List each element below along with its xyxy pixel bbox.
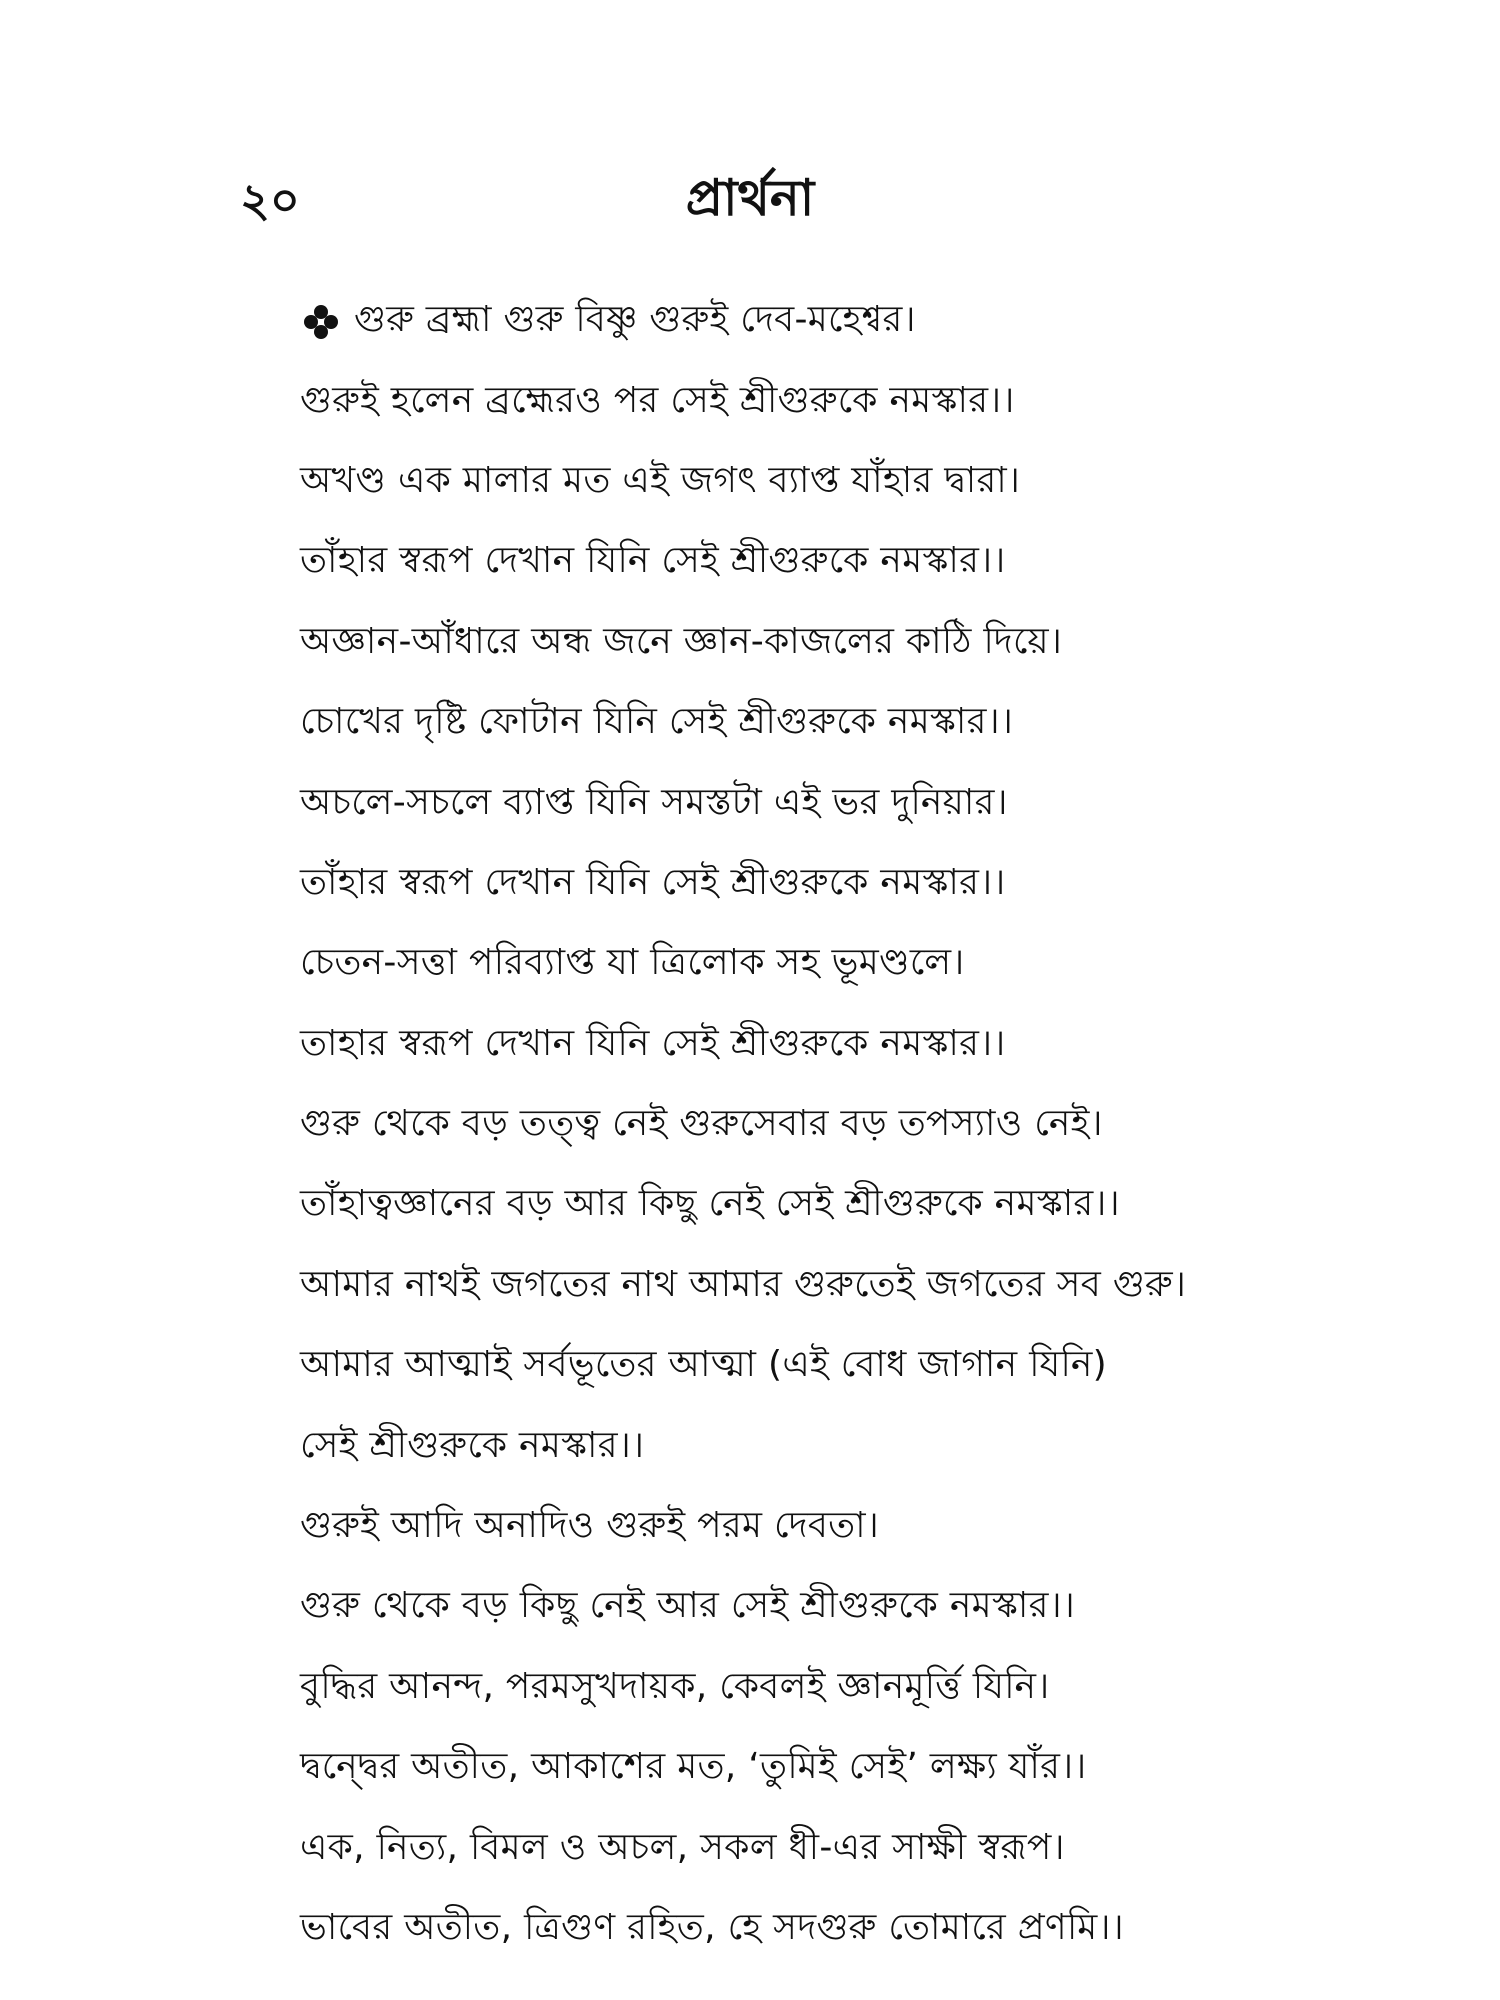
verse-line: গুরু থেকে বড় কিছু নেই আর সেই শ্রীগুরুকে নমস্কার।। [300,1585,1076,1627]
verse-line: তাঁহার স্বরূপ দেখান যিনি সেই শ্রীগুরুকে নমস্কার।। [300,540,1006,582]
verse-line [300,282,1420,362]
verse-line: গুরুই আদি অনাদিও গুরুই পরম দেবতা। [300,1505,880,1547]
verse-line: তাহার স্বরূপ দেখান যিনি সেই শ্রীগুরুকে নমস্কার।। [300,1022,1006,1064]
verse-line: আমার আত্মাই সর্বভূতের আত্মা (এই বোধ জাগান যিনি) [300,1344,1107,1386]
page-title: প্রার্থনা [685,169,815,227]
verse-line: চেতন-সত্তা পরিব্যাপ্ত যা ত্রিলোক সহ ভূমণ্ডলে। [300,942,965,984]
verse-line: দ্বন্দ্বের অতীত, আকাশের মত, ‘তুমিই সেই’ লক্ষ্য যাঁর।। [300,1746,1087,1788]
verse-line: অজ্ঞান-আঁধারে অন্ধ জনে জ্ঞান-কাজলের কাঠি দিয়ে। [300,620,1063,662]
verse-line: ভাবের অতীত, ত্রিগুণ রহিত, হে সদগুরু তোমারে প্রণমি।। [300,1907,1124,1948]
verse-line: গুরুই হলেন ব্রহ্মেরও পর সেই শ্রীগুরুকে নমস্কার।। [300,379,1015,421]
verse-line: এক, নিত্য, বিমল ও অচল, সকল ধী-এর সাক্ষী স্বরূপ। [300,1826,1065,1868]
verse-line: তাঁহার স্বরূপ দেখান যিনি সেই শ্রীগুরুকে নমস্কার।। [300,861,1006,903]
verse-line: বুদ্ধির আনন্দ, পরমসুখদায়ক, কেবলই জ্ঞানমূর্ত্তি যিনি। [300,1665,1050,1707]
verse-line: অচলে-সচলে ব্যাপ্ত যিনি সমস্তটা এই ভর দুনিয়ার। [300,781,1008,823]
verse-line: আমার নাথই জগতের নাথ আমার গুরুতেই জগতের সব গুরু। [300,1263,1187,1305]
flower-bullet-icon [300,301,342,343]
page-number: ২০ [240,173,300,227]
prayer-verses [300,282,1420,1970]
verse-line: তাঁহাত্বজ্ঞানের বড় আর কিছু নেই সেই শ্রীগুরুকে নমস্কার।। [300,1183,1120,1225]
verse-text: গুরু ব্রহ্মা গুরু বিষ্ণু গুরুই দেব-মহেশ্বর। [354,299,916,341]
verse-line: অখণ্ড এক মালার মত এই জগৎ ব্যাপ্ত যাঁহার দ্বারা। [300,459,1021,501]
verse-line: সেই শ্রীগুরুকে নমস্কার।। [300,1424,645,1466]
verse-line: চোখের দৃষ্টি ফোটান যিনি সেই শ্রীগুরুকে নমস্কার।। [300,701,1014,743]
verse-line: গুরু থেকে বড় তত্ত্ব নেই গুরুসেবার বড় তপস্যাও নেই। [300,1103,1103,1145]
